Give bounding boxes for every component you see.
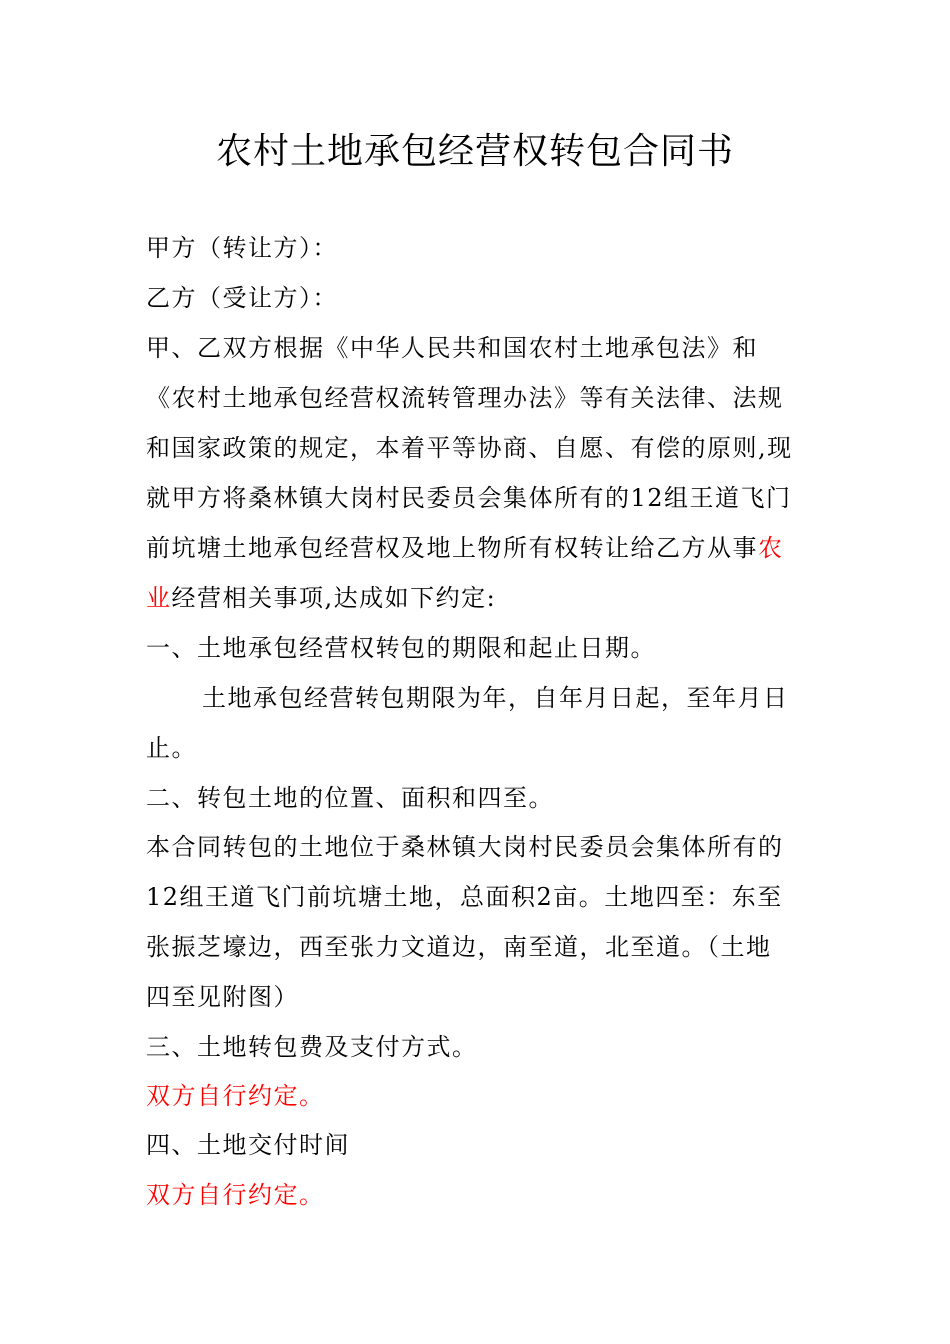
section-1-body-line-2: 止。 [146,734,197,762]
document-title: 农村土地承包经营权转包合同书 [215,131,734,172]
section-2-body-line-1: 本合同转包的土地位于桑林镇大岗村民委员会集体所有的 [146,833,784,861]
section-2-body-line-2: 12组王道飞门前坑塘土地，总面积2亩。土地四至：东至 [146,883,783,911]
section-1-body-line-1: 土地承包经营转包期限为年，自年月日起，至年月日 [202,684,789,712]
intro-line-3: 和国家政策的规定，本着平等协商、自愿、有偿的原则,现 [146,434,793,462]
section-3-heading: 三、土地转包费及支付方式。 [146,1033,478,1061]
intro-line-5-text: 前坑塘土地承包经营权及地上物所有权转让给乙方从事 [146,534,758,562]
intro-line-6-text: 经营相关事项,达成如下约定: [171,584,497,612]
section-4-body: 双方自行约定。 [146,1181,325,1209]
section-2-body-line-3: 张振芝壕边，西至张力文道边，南至道，北至道。（土地 [146,933,772,961]
intro-line-2: 《农村土地承包经营权流转管理办法》等有关法律、法规 [146,384,784,412]
section-2-heading: 二、转包土地的位置、面积和四至。 [146,784,554,812]
highlight-text: 业 [146,584,172,612]
intro-line-5 [146,528,784,568]
section-3-body: 双方自行约定。 [146,1082,325,1110]
section-4-heading: 四、土地交付时间 [146,1131,350,1159]
section-1-heading: 一、土地承包经营权转包的期限和起止日期。 [146,634,656,662]
intro-line-1: 甲、乙双方根据《中华人民共和国农村土地承包法》和 [146,334,758,362]
party-b-line: 乙方（受让方）： [146,284,338,312]
party-a-line: 甲方（转让方）： [146,234,338,262]
section-2-body-line-4: 四至见附图） [146,983,299,1011]
highlight-text: 农 [758,534,784,562]
intro-line-4: 就甲方将桑林镇大岗村民委员会集体所有的12组王道飞门 [146,484,792,512]
intro-line-6 [146,578,496,618]
